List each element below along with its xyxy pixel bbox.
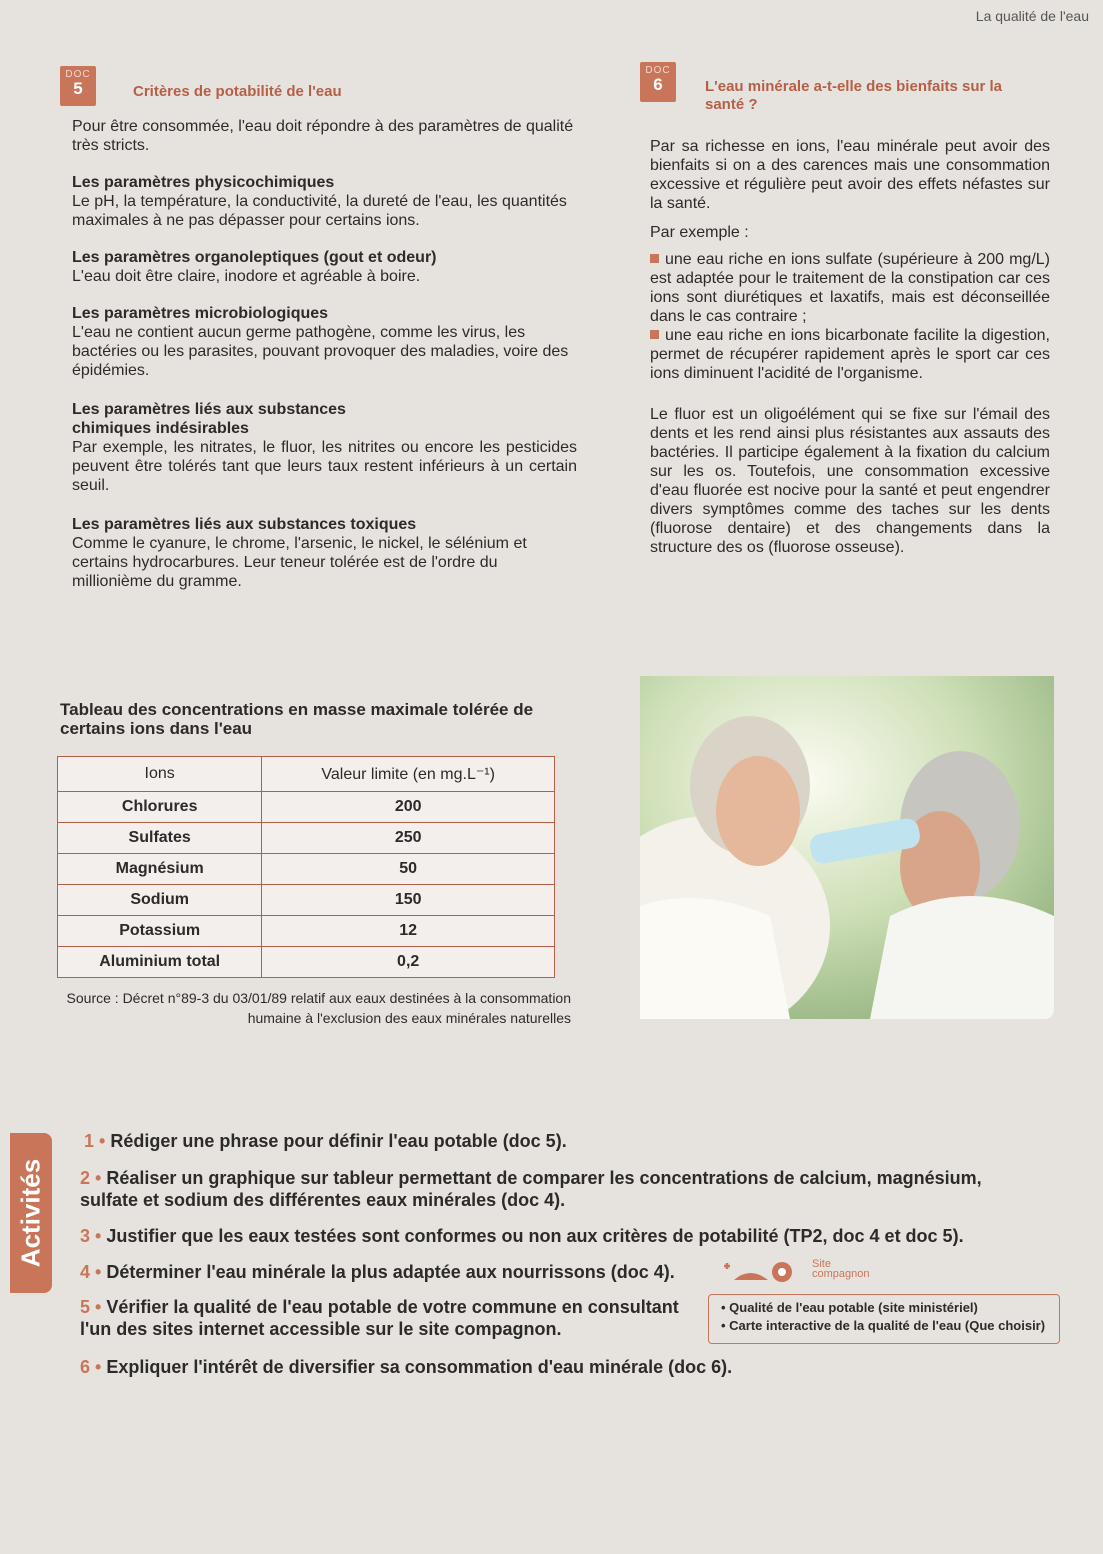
doc6-badge [640, 62, 676, 102]
table-row [58, 823, 555, 854]
doc5-section-text: Comme le cyanure, le chrome, l'arsenic, le nickel, le sélénium et certains hydrocarbures. Leur teneur tolérée est de l'ordre du millionième du gramme. [72, 535, 527, 590]
site-compagnon-logo[interactable] [720, 1258, 890, 1284]
table-source: Source : Décret n°89-3 du 03/01/89 relatif aux eaux destinées à la consommation humaine à l'exclusion des eaux minérales naturelles [66, 990, 571, 1026]
ion-cell: Aluminium total [58, 947, 262, 978]
doc5-section-heading: Les paramètres liés aux substances chimiques indésirables [72, 401, 346, 437]
doc6-body [650, 137, 1050, 557]
activity-text: Justifier que les eaux testées sont conformes ou non aux critères de potabilité (TP2, doc 4 et doc 5). [106, 1226, 964, 1246]
photo-illustration [640, 676, 1054, 1019]
table-row [58, 885, 555, 916]
activity-item [80, 1167, 1000, 1211]
site-compagnon-icon [720, 1258, 810, 1284]
doc6-paragraph-2: Par exemple : [650, 224, 749, 241]
activity-number: 3 • [80, 1226, 102, 1246]
ion-cell: Sulfates [58, 823, 262, 854]
activity-number: 2 • [80, 1168, 102, 1188]
limit-cell: 50 [262, 854, 555, 885]
limit-cell: 0,2 [262, 947, 555, 978]
doc6-paragraph-1: Par sa richesse en ions, l'eau minérale peut avoir des bienfaits si on a des carences mais une consommation excessive et régulière peut avoir des effets néfastes sur la santé. [650, 138, 1050, 212]
doc6-bullet-text: une eau riche en ions bicarbonate facilite la digestion, permet de récupérer rapidement après le sport car ces ions diminuent l'acidité de l'organisme. [650, 327, 1050, 382]
limit-cell: 250 [262, 823, 555, 854]
table-header-limit: Valeur limite (en mg.L⁻¹) [262, 757, 555, 792]
activity-number: 5 • [80, 1297, 102, 1317]
activities-tab [10, 1133, 52, 1293]
activity-text: Réaliser un graphique sur tableur permettant de comparer les concentrations de calcium, magnésium, sulfate et sodium des différentes eaux minérales (doc 4). [80, 1168, 982, 1210]
ions-table [57, 756, 555, 978]
site-link-ministry[interactable]: • Qualité de l'eau potable (site ministériel) [721, 1300, 978, 1315]
table-row [58, 916, 555, 947]
doc5-section-text: Par exemple, les nitrates, le fluor, les nitrites ou encore les pesticides peuvent être tolérés tant que leurs taux restent inférieurs à un certain seuil. [72, 439, 577, 494]
ion-cell: Chlorures [58, 792, 262, 823]
table-header-row [58, 757, 555, 792]
doc5-badge-label: DOC [65, 69, 91, 80]
doc6-bullet-text: une eau riche en ions sulfate (supérieure à 200 mg/L) est adaptée pour le traitement de la constipation car ces ions sont diurétiques et laxatifs, mais est déconseillée dans le cas contraire ; [650, 251, 1050, 325]
doc5-badge-number: 5 [73, 79, 83, 98]
activity-item [80, 1225, 1000, 1247]
running-head: La qualité de l'eau [975, 8, 1089, 24]
doc6-paragraph-3: Le fluor est un oligoélément qui se fixe sur l'émail des dents et les rend ainsi plus résistantes aux assauts des bactéries. Il participe également à la fixation du calcium sur les os. Toutefois, une consommation excessive d'eau fluorée est nocive pour la santé et peut engendrer divers symptômes comme des taches sur les dents (fluorose dentaire) et des changements dans la structure des os (fluorose osseuse). [650, 406, 1050, 556]
activity-text: Vérifier la qualité de l'eau potable de votre commune en consultant l'un des sites internet accessible sur le site compagnon. [80, 1297, 679, 1339]
activities-tab-label: Activités [15, 1158, 46, 1268]
table-row [58, 854, 555, 885]
doc5-badge [60, 66, 96, 106]
doc5-body [72, 117, 577, 591]
table-caption [60, 700, 575, 738]
limit-cell: 200 [262, 792, 555, 823]
activity-item [80, 1296, 700, 1340]
table-header-ions: Ions [58, 757, 262, 792]
seniors-drinking-water-photo [640, 676, 1054, 1019]
doc5-section-text: Le pH, la température, la conductivité, la dureté de l'eau, les quantités maximales à ne pas dépasser pour certains ions. [72, 193, 567, 229]
table-caption-text: Tableau des concentrations en masse maximale tolérée de certains ions dans l'eau [60, 700, 534, 738]
doc5-title: Critères de potabilité de l'eau [133, 83, 342, 100]
activity-number: 6 • [80, 1357, 102, 1377]
activity-number: 1 • [84, 1131, 106, 1151]
activity-text: Expliquer l'intérêt de diversifier sa consommation d'eau minérale (doc 6). [106, 1357, 733, 1377]
doc6-bullet [650, 250, 1050, 326]
doc6-badge-number: 6 [653, 75, 663, 94]
doc5-intro: Pour être consommée, l'eau doit répondre à des paramètres de qualité très stricts. [72, 118, 574, 154]
table-row [58, 947, 555, 978]
activity-number: 4 • [80, 1262, 102, 1282]
site-link-que-choisir[interactable]: • Carte interactive de la qualité de l'eau (Que choisir) [721, 1318, 1046, 1333]
activity-item [84, 1130, 784, 1152]
bullet-square-icon [650, 330, 659, 339]
limit-cell: 150 [262, 885, 555, 916]
doc5-section-heading: Les paramètres organoleptiques (gout et odeur) [72, 249, 437, 266]
site-compagnon-label: Site compagnon [812, 1258, 870, 1280]
table-row [58, 792, 555, 823]
limit-cell: 12 [262, 916, 555, 947]
doc5-section-heading: Les paramètres microbiologiques [72, 305, 329, 322]
ion-cell: Potassium [58, 916, 262, 947]
site-links-box [708, 1294, 1060, 1344]
ion-cell: Sodium [58, 885, 262, 916]
activity-item [80, 1356, 880, 1378]
activity-item [80, 1261, 720, 1283]
doc6-badge-label: DOC [645, 65, 671, 76]
doc6-bullet [650, 326, 1050, 383]
activity-text: Rédiger une phrase pour définir l'eau potable (doc 5). [110, 1131, 567, 1151]
doc5-section-text: L'eau doit être claire, inodore et agréable à boire. [72, 268, 421, 285]
ion-cell: Magnésium [58, 854, 262, 885]
doc5-section-text: L'eau ne contient aucun germe pathogène, comme les virus, les bactéries ou les parasites, pouvant provoquer des maladies, voire des épidémies. [72, 324, 569, 379]
doc5-section-heading: Les paramètres liés aux substances toxiques [72, 516, 417, 533]
bullet-square-icon [650, 254, 659, 263]
activity-text: Déterminer l'eau minérale la plus adaptée aux nourrissons (doc 4). [106, 1262, 675, 1282]
doc6-title: L'eau minérale a-t-elle des bienfaits sur la santé ? [705, 78, 1003, 113]
doc5-section-heading: Les paramètres physicochimiques [72, 174, 335, 191]
